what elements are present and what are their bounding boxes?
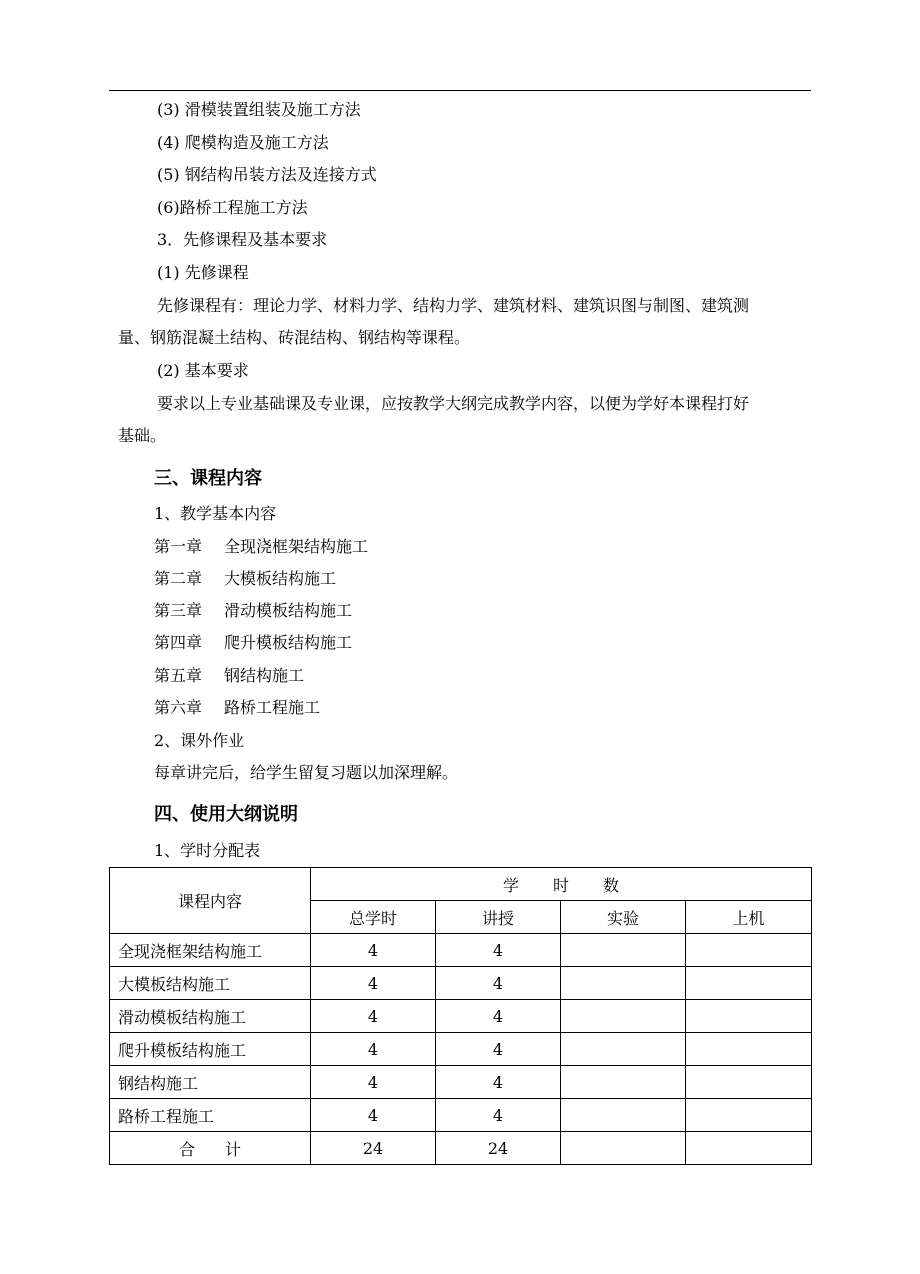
row-lab [561, 1066, 686, 1099]
row-name: 钢结构施工 [110, 1066, 311, 1099]
sum-computer [686, 1132, 812, 1165]
chapter-name: 爬升模板结构施工 [224, 633, 353, 652]
row-total: 4 [311, 1066, 436, 1099]
section-3-title: 三、课程内容 [154, 468, 262, 489]
chapter-number: 第一章 [154, 537, 203, 556]
chapter-name: 钢结构施工 [224, 666, 305, 685]
col-course-content: 课程内容 [110, 868, 311, 934]
intro-line-2: (4) 爬模构造及施工方法 [157, 133, 329, 152]
prereq-sub-heading: (1) 先修课程 [157, 263, 249, 282]
prereq-para-line-1: 先修课程有：理论力学、材料力学、结构力学、建筑材料、建筑识图与制图、建筑测 [157, 296, 750, 315]
row-lecture: 4 [436, 934, 561, 967]
basic-req-para-line-1: 要求以上专业基础课及专业课，应按教学大纲完成教学内容，以便为学好本课程打好 [157, 394, 750, 413]
col-hours-group: 学时数 [311, 868, 812, 901]
row-lab [561, 1033, 686, 1066]
col-lecture: 讲授 [436, 901, 561, 934]
col-lab: 实验 [561, 901, 686, 934]
intro-line-4: (6)路桥工程施工方法 [157, 198, 308, 217]
row-lecture: 4 [436, 1099, 561, 1132]
row-name: 爬升模板结构施工 [110, 1033, 311, 1066]
chapter-name: 大模板结构施工 [224, 569, 337, 588]
row-name: 路桥工程施工 [110, 1099, 311, 1132]
sum-label: 合计 [110, 1132, 311, 1165]
col-computer: 上机 [686, 901, 812, 934]
intro-line-1: (3) 滑模装置组装及施工方法 [157, 100, 361, 119]
chapter-4 [154, 632, 352, 654]
homework-text: 每章讲完后，给学生留复习题以加深理解。 [154, 763, 459, 782]
table-row [110, 1033, 812, 1066]
header-rule [109, 90, 811, 91]
row-total: 4 [311, 967, 436, 1000]
table-row [110, 1066, 812, 1099]
row-computer [686, 1066, 812, 1099]
row-lab [561, 1000, 686, 1033]
chapter-5 [154, 665, 304, 687]
row-lecture: 4 [436, 1000, 561, 1033]
row-lab [561, 1099, 686, 1132]
row-total: 4 [311, 1000, 436, 1033]
chapter-number: 第六章 [154, 698, 203, 717]
row-computer [686, 934, 812, 967]
section-3-sub-1: 1、教学基本内容 [154, 504, 277, 523]
row-name: 全现浇框架结构施工 [110, 934, 311, 967]
row-name: 滑动模板结构施工 [110, 1000, 311, 1033]
table-row [110, 1099, 812, 1132]
chapter-1 [154, 536, 368, 558]
row-computer [686, 967, 812, 1000]
row-computer [686, 1000, 812, 1033]
chapter-6 [154, 697, 320, 719]
hours-allocation-table [109, 867, 812, 1165]
chapter-number: 第三章 [154, 601, 203, 620]
intro-line-3: (5) 钢结构吊装方法及连接方式 [157, 165, 377, 184]
row-total: 4 [311, 1099, 436, 1132]
table-row [110, 967, 812, 1000]
table-sum-row [110, 1132, 812, 1165]
section-3-sub-2: 2、课外作业 [154, 731, 245, 750]
row-name: 大模板结构施工 [110, 967, 311, 1000]
row-total: 4 [311, 934, 436, 967]
table-row [110, 1000, 812, 1033]
chapter-name: 全现浇框架结构施工 [224, 537, 369, 556]
section-4-sub-1: 1、学时分配表 [154, 841, 261, 860]
chapter-name: 滑动模板结构施工 [224, 601, 353, 620]
row-computer [686, 1099, 812, 1132]
prereq-para-line-2: 量、钢筋混凝土结构、砖混结构、钢结构等课程。 [118, 328, 471, 347]
prereq-heading: 3．先修课程及基本要求 [157, 230, 328, 249]
basic-req-label: (2) 基本要求 [157, 361, 249, 380]
row-lecture: 4 [436, 967, 561, 1000]
row-lecture: 4 [436, 1066, 561, 1099]
table-header-row-1 [110, 868, 812, 901]
chapter-name: 路桥工程施工 [224, 698, 321, 717]
row-lab [561, 934, 686, 967]
col-total-hours: 总学时 [311, 901, 436, 934]
chapter-number: 第五章 [154, 666, 203, 685]
chapter-number: 第四章 [154, 633, 203, 652]
sum-lecture: 24 [436, 1132, 561, 1165]
chapter-number: 第二章 [154, 569, 203, 588]
sum-lab [561, 1132, 686, 1165]
basic-req-para-line-2: 基础。 [118, 426, 167, 445]
sum-total: 24 [311, 1132, 436, 1165]
row-computer [686, 1033, 812, 1066]
section-4-title: 四、使用大纲说明 [154, 804, 298, 825]
chapter-2 [154, 568, 336, 590]
table-row [110, 934, 812, 967]
chapter-3 [154, 600, 352, 622]
row-lecture: 4 [436, 1033, 561, 1066]
row-total: 4 [311, 1033, 436, 1066]
row-lab [561, 967, 686, 1000]
